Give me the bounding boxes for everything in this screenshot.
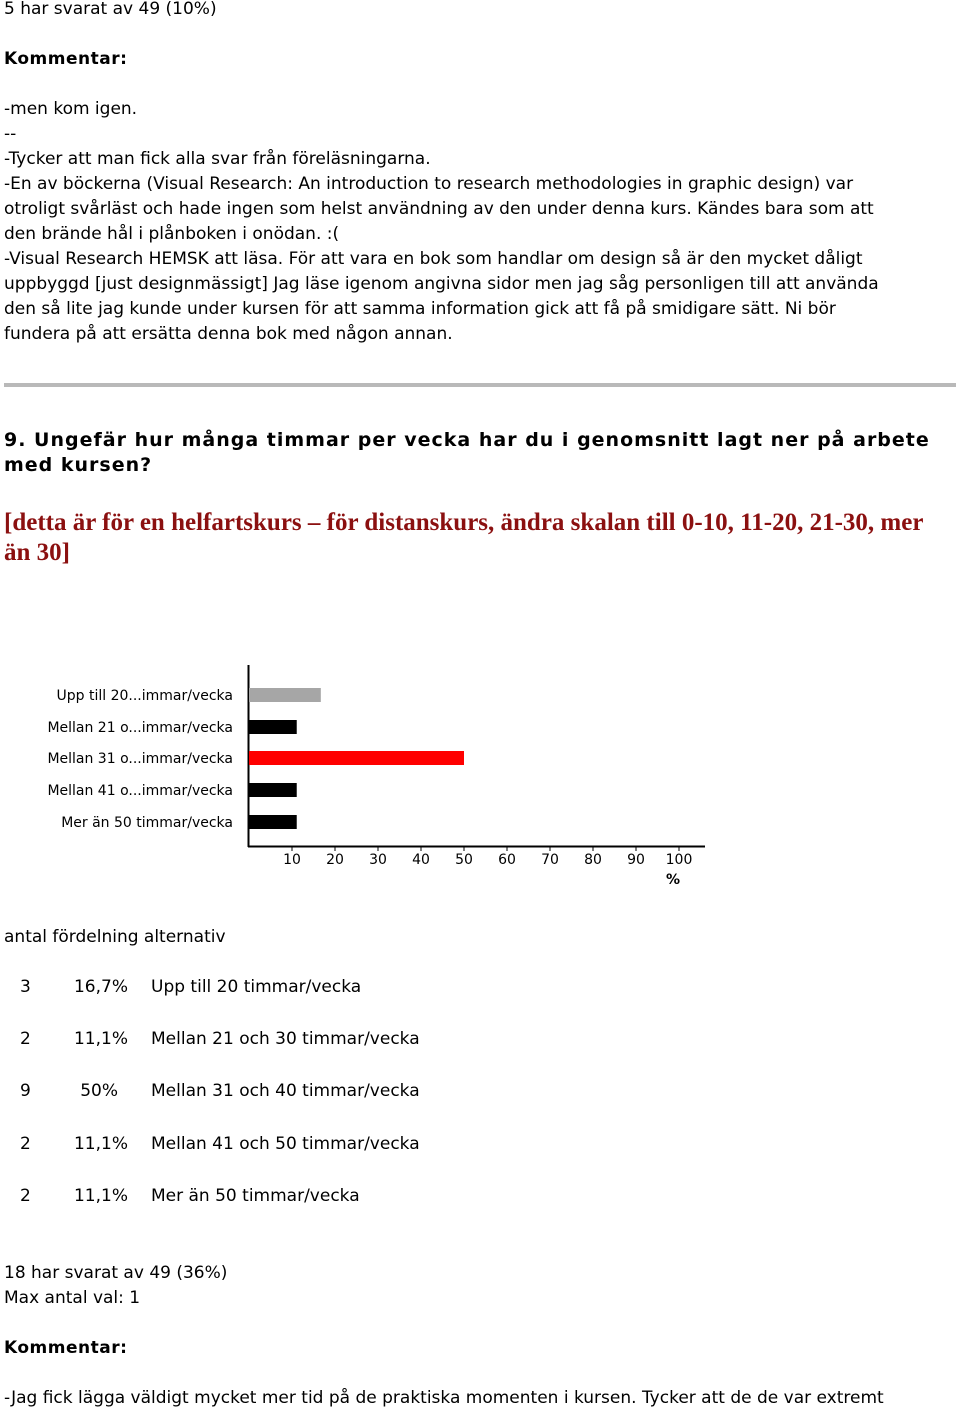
row-label: Mer än 50 timmar/vecka — [151, 1186, 360, 1206]
comment-line: -Jag fick lägga väldigt mycket mer tid på de praktiska momenten i kursen. Tycker att de de var extremt — [4, 1388, 884, 1408]
comment-label: Kommentar: — [4, 1338, 128, 1358]
bar-chart — [0, 655, 960, 895]
x-tick-label: 100 — [665, 852, 693, 868]
row-percent: 16,7% — [73, 977, 128, 997]
table-row — [0, 1081, 960, 1106]
row-count: 2 — [20, 1186, 31, 1206]
comment-line: -En av böckerna (Visual Research: An introduction to research methodologies in graphic design) var — [4, 174, 854, 194]
comment-label: Kommentar: — [4, 49, 128, 69]
row-percent: 11,1% — [73, 1134, 128, 1154]
question-title: 9. Ungefär hur många timmar per vecka har du i genomsnitt lagt ner på arbete med kursen? — [4, 429, 930, 476]
table-header: antal fördelning alternativ — [4, 927, 226, 947]
category-label: Mellan 31 o...immar/vecka — [47, 751, 233, 767]
table-row — [0, 977, 960, 1002]
comment-line: -Tycker att man fick alla svar från föreläsningarna. — [4, 149, 431, 169]
comment-line: fundera på att ersätta denna bok med någon annan. — [4, 324, 453, 344]
question-note: [detta är för en helfartskurs – för distanskurs, ändra skalan till 0-10, 11-20, 21-30, mer än 30] — [4, 509, 923, 566]
table-row — [0, 1134, 960, 1159]
category-label: Mer än 50 timmar/vecka — [61, 815, 233, 831]
x-tick-label: 90 — [627, 852, 645, 868]
row-count: 2 — [20, 1029, 31, 1049]
row-percent: 11,1% — [73, 1029, 128, 1049]
row-count: 9 — [20, 1081, 31, 1101]
category-label: Upp till 20...immar/vecka — [56, 688, 233, 704]
answered-count: 5 har svarat av 49 (10%) — [4, 0, 217, 19]
comment-line: den så lite jag kunde under kursen för att samma information gick att få på smidigare sätt. Ni bör — [4, 299, 836, 319]
x-tick-label: 30 — [369, 852, 387, 868]
x-tick-label: 60 — [498, 852, 516, 868]
x-tick-label: 40 — [412, 852, 430, 868]
comment-line: -men kom igen. — [4, 99, 138, 119]
table-row — [0, 1029, 960, 1054]
category-label: Mellan 41 o...immar/vecka — [47, 783, 233, 799]
comment-line: otroligt svårläst och hade ingen som helst användning av den under denna kurs. Kändes bara som att — [4, 199, 874, 219]
comment-line: -Visual Research HEMSK att läsa. För att vara en bok som handlar om design så är den mycket dåligt — [4, 249, 863, 269]
row-label: Mellan 41 och 50 timmar/vecka — [151, 1134, 420, 1154]
answered-count: 18 har svarat av 49 (36%) — [4, 1263, 228, 1283]
table-row — [0, 1186, 960, 1211]
x-tick-label: 20 — [326, 852, 344, 868]
x-tick-label: 70 — [541, 852, 559, 868]
bar — [249, 688, 321, 702]
comment-line: uppbyggd [just designmässigt] Jag läse igenom angivna sidor men jag såg personligen till att använda — [4, 274, 879, 294]
row-label: Mellan 21 och 30 timmar/vecka — [151, 1029, 420, 1049]
category-label: Mellan 21 o...immar/vecka — [47, 720, 233, 736]
row-count: 2 — [20, 1134, 31, 1154]
bar — [249, 815, 297, 829]
x-axis-label: % — [665, 872, 681, 888]
max-choices: Max antal val: 1 — [4, 1288, 141, 1308]
x-tick-label: 80 — [584, 852, 602, 868]
row-label: Mellan 31 och 40 timmar/vecka — [151, 1081, 420, 1101]
row-percent: 11,1% — [73, 1186, 128, 1206]
comment-line: den brände hål i plånboken i onödan. :( — [4, 224, 340, 244]
bar — [249, 720, 297, 734]
x-tick-label: 10 — [283, 852, 301, 868]
section-divider — [4, 383, 956, 387]
row-label: Upp till 20 timmar/vecka — [151, 977, 362, 997]
bar — [249, 783, 297, 797]
x-tick-label: 50 — [455, 852, 473, 868]
comment-line: -- — [4, 124, 17, 144]
row-percent: 50% — [80, 1081, 118, 1101]
row-count: 3 — [20, 977, 31, 997]
bar — [249, 751, 464, 765]
